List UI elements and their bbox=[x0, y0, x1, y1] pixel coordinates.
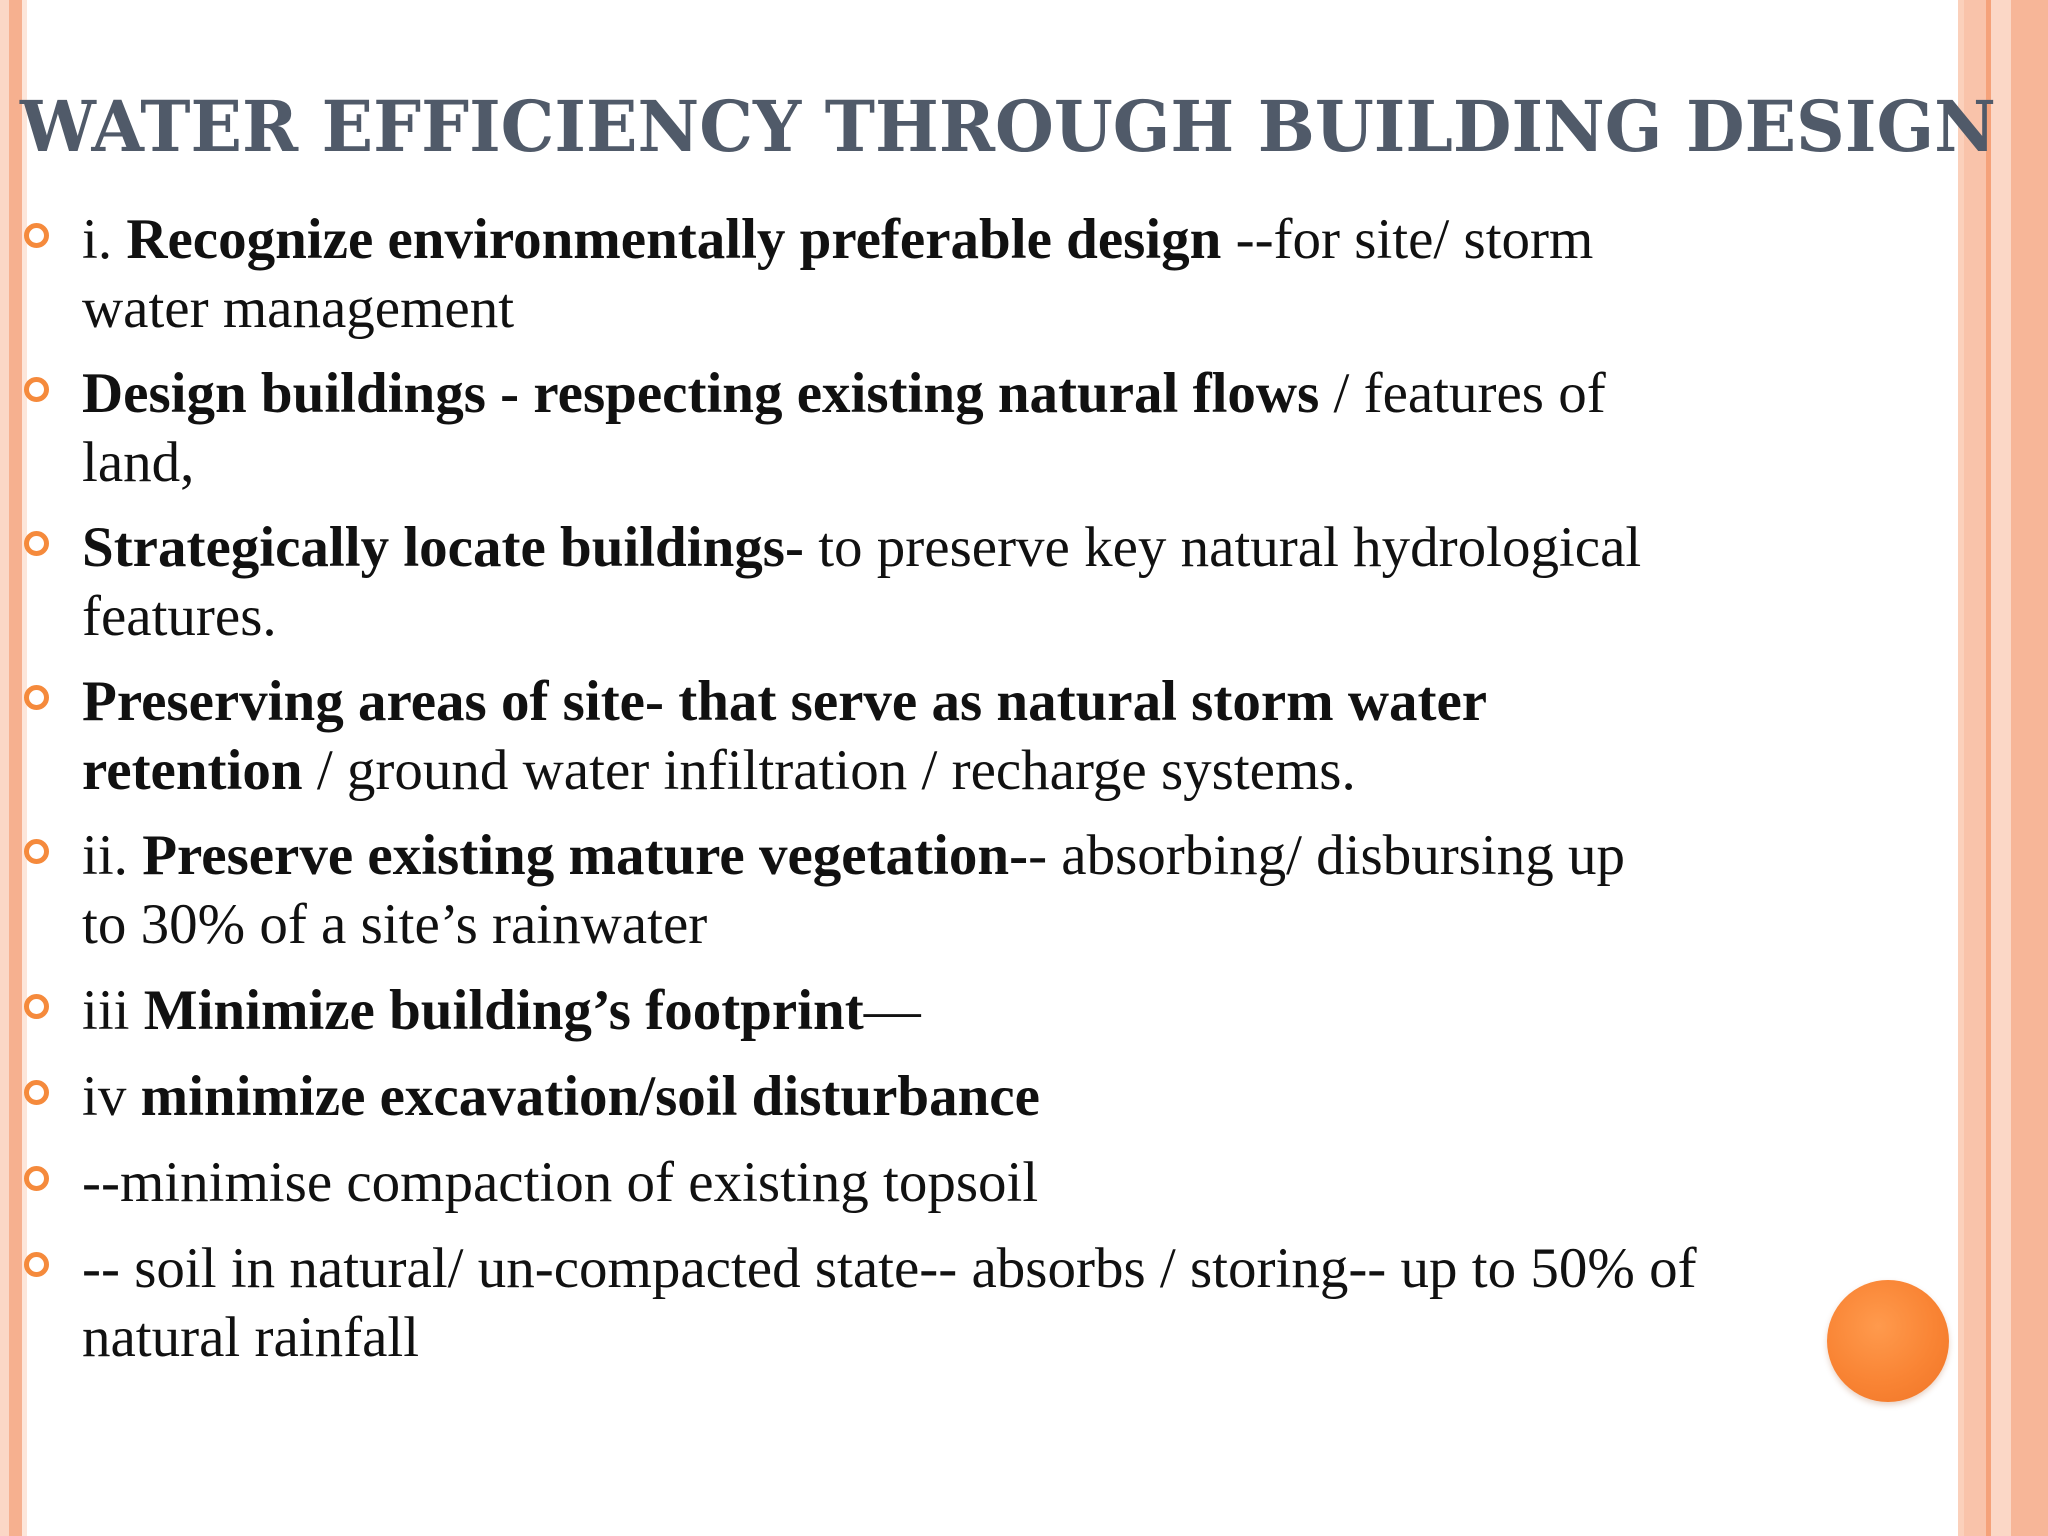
hollow-circle-bullet-icon bbox=[24, 685, 49, 710]
bullet-text: / ground water infiltration / recharge systems. bbox=[302, 739, 1356, 802]
bullet-line bbox=[82, 890, 1982, 959]
hollow-circle-bullet-icon bbox=[24, 1166, 49, 1191]
hollow-circle-bullet-icon bbox=[24, 377, 49, 402]
bullet-line bbox=[82, 1062, 1982, 1131]
bullet-line bbox=[82, 1148, 1982, 1217]
bullet-text: / features of bbox=[1319, 362, 1606, 425]
bullet-line bbox=[82, 667, 1982, 736]
bullet-line bbox=[82, 1234, 1982, 1303]
bullet-text: land, bbox=[82, 431, 195, 494]
bullet-text: natural rainfall bbox=[82, 1306, 420, 1369]
bullet-text: - absorbing/ disbursing up bbox=[1028, 824, 1625, 887]
left-border-stripe bbox=[9, 0, 22, 1536]
slide-title: WATER EFFICIENCY THROUGH BUILDING DESIGN bbox=[20, 85, 1996, 168]
bullet-text: iv bbox=[82, 1065, 141, 1128]
left-border-stripe bbox=[0, 0, 9, 1536]
hollow-circle-bullet-icon bbox=[24, 839, 49, 864]
bullet-item bbox=[82, 976, 1982, 1045]
hollow-circle-bullet-icon bbox=[24, 1252, 49, 1277]
bullet-text: water management bbox=[82, 277, 515, 340]
bullet-line bbox=[82, 736, 1982, 805]
bullet-text: --minimise compaction of existing topsoil bbox=[82, 1151, 1039, 1214]
hollow-circle-bullet-icon bbox=[24, 223, 49, 248]
right-border-stripe bbox=[2011, 0, 2048, 1536]
bullet-line bbox=[82, 821, 1982, 890]
bullet-text: to preserve key natural hydrological bbox=[803, 516, 1642, 579]
bullet-text: features. bbox=[82, 585, 277, 648]
bullet-bold-text: Recognize environmentally preferable design bbox=[126, 208, 1222, 271]
bullet-bold-text: Design buildings - respecting existing natural flows bbox=[82, 362, 1320, 425]
bullet-item bbox=[82, 1062, 1982, 1131]
hollow-circle-bullet-icon bbox=[24, 994, 49, 1019]
bullet-text: — bbox=[863, 979, 921, 1042]
bullet-item bbox=[82, 821, 1982, 959]
bullet-bold-text: Preserving areas of site- that serve as natural storm water bbox=[82, 670, 1488, 733]
bullet-line bbox=[82, 582, 1982, 651]
bullet-line bbox=[82, 205, 1982, 274]
bullet-item bbox=[82, 667, 1982, 805]
right-border-stripe bbox=[1991, 0, 2011, 1536]
hollow-circle-bullet-icon bbox=[24, 1080, 49, 1105]
bullet-text: i. bbox=[82, 208, 127, 271]
bullet-line bbox=[82, 274, 1982, 343]
bullet-line bbox=[82, 513, 1982, 582]
bullet-line bbox=[82, 428, 1982, 497]
bullet-text: -- soil in natural/ un-compacted state-- absorbs / storing-- up to 50% of bbox=[82, 1237, 1697, 1300]
bullet-text: to 30% of a site’s rainwater bbox=[82, 893, 708, 956]
bullet-line bbox=[82, 1303, 1982, 1372]
bullet-line bbox=[82, 976, 1982, 1045]
bullet-bold-text: Strategically locate buildings- bbox=[82, 516, 804, 579]
bullet-line bbox=[82, 359, 1982, 428]
hollow-circle-bullet-icon bbox=[24, 531, 49, 556]
bullet-text: ii. bbox=[82, 824, 143, 887]
bullet-item bbox=[82, 513, 1982, 651]
bullet-item bbox=[82, 205, 1982, 343]
bullet-item bbox=[82, 1148, 1982, 1217]
bullet-text: --for site/ storm bbox=[1221, 208, 1594, 271]
bullet-bold-text: minimize excavation/soil disturbance bbox=[140, 1065, 1040, 1128]
bullet-item bbox=[82, 1234, 1982, 1372]
bullet-bold-text: Preserve existing mature vegetation- bbox=[142, 824, 1029, 887]
orange-circle-decoration bbox=[1827, 1280, 1949, 1402]
bullet-bold-text: retention bbox=[82, 739, 303, 802]
bullet-item bbox=[82, 359, 1982, 497]
bullet-bold-text: Minimize building’s footprint bbox=[143, 979, 864, 1042]
bullet-text: iii bbox=[82, 979, 144, 1042]
